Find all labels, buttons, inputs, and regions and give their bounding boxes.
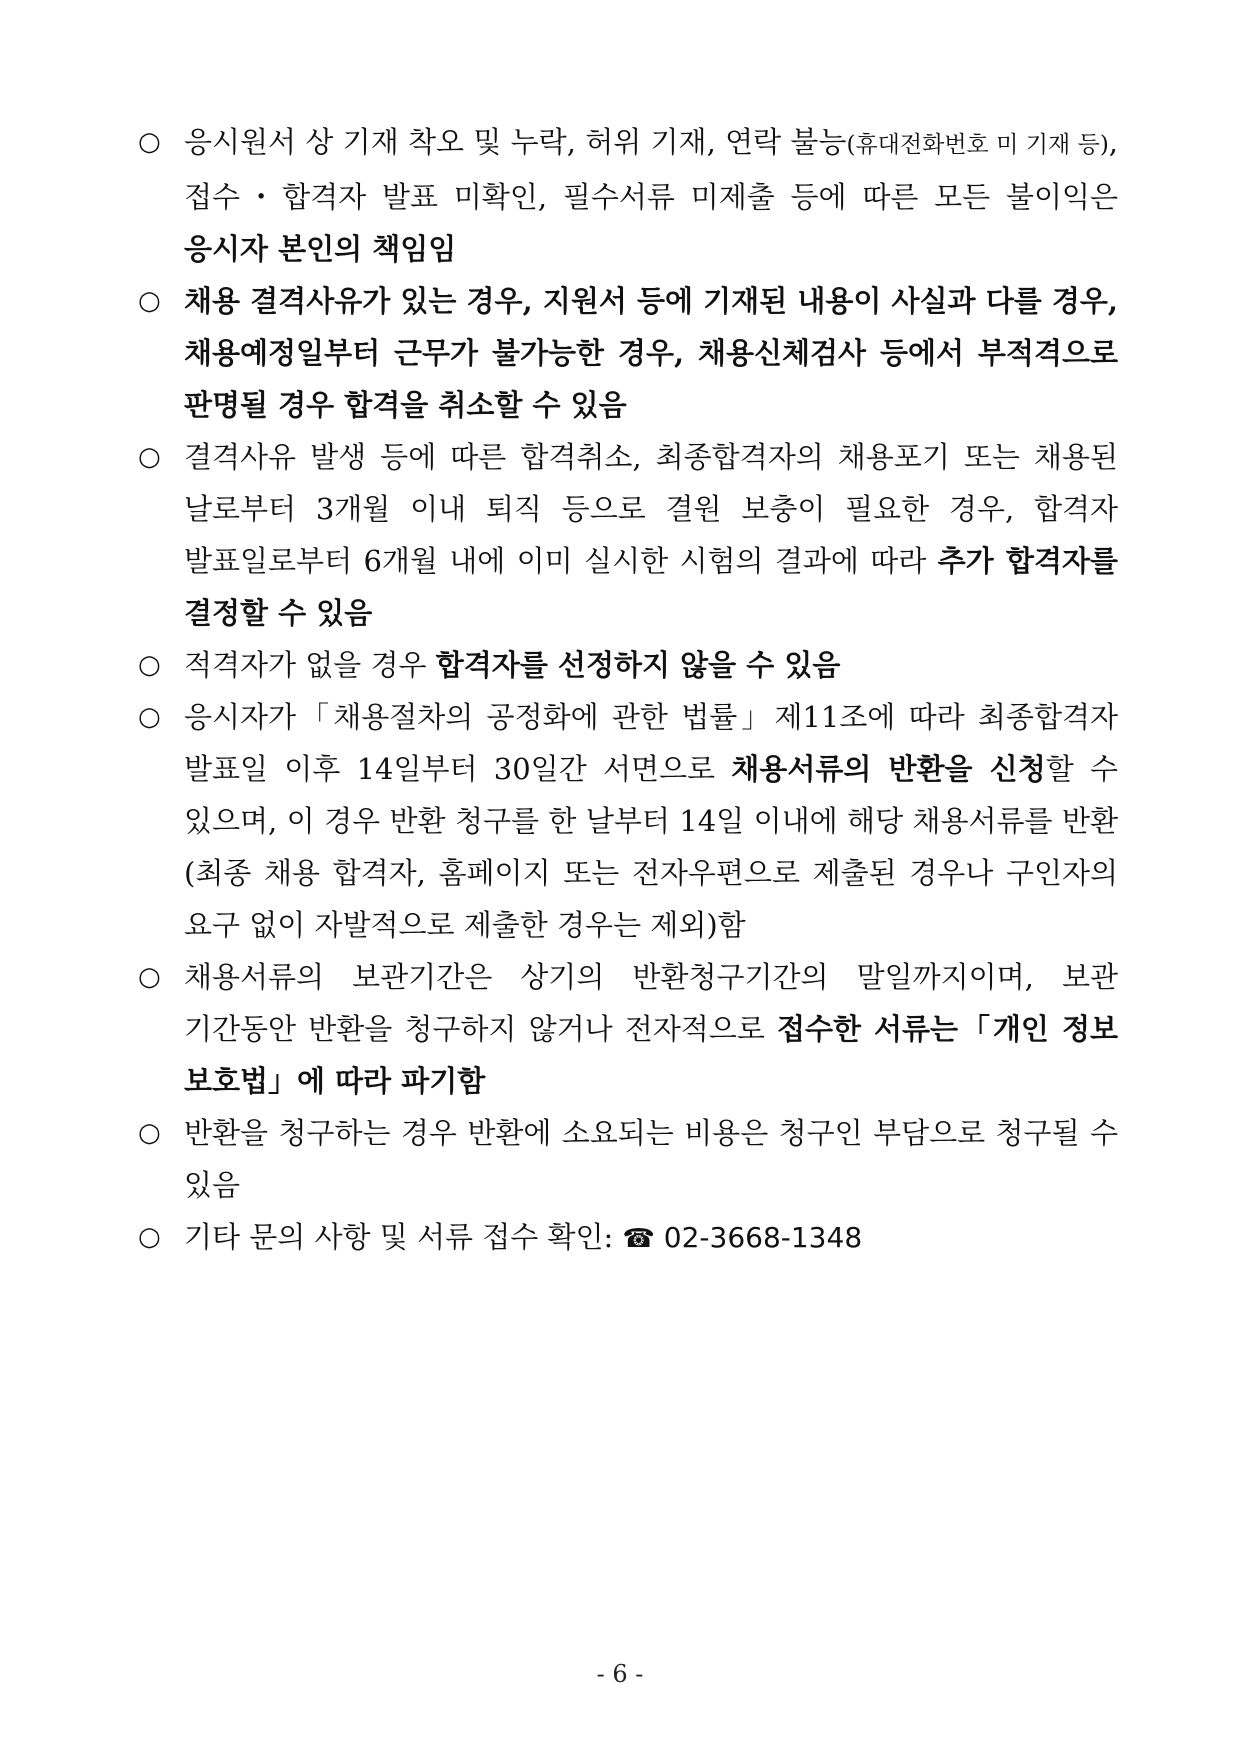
circle-bullet: ○ [138,127,161,157]
body-text: 기타 문의 사항 및 서류 접수 확인: [184,1220,623,1254]
body-text: 응시자가「채용절차의 공정화에 관한 법률」제11조에 따라 최종합격자 발표일 이후 14일부터 30일간 서면으로 [184,700,1118,786]
notice-item [138,275,1118,431]
notice-item [138,951,1118,1107]
emphasis-text: 접수한 서류는「개인 정보 보호법」에 따라 파기함 [184,1012,1118,1098]
body-text: 적격자가 없을 경우 [184,648,436,682]
emphasis-text: 추가 합격자를 결정할 수 있음 [184,544,1118,630]
circle-bullet: ○ [138,286,161,316]
notice-item [138,1211,1118,1265]
body-text: 응시원서 상 기재 착오 및 누락, 허위 기재, 연락 불능 [184,125,847,159]
circle-bullet: ○ [138,1118,161,1148]
circle-bullet: ○ [138,962,161,992]
emphasis-text: 응시자 본인의 책임임 [184,232,457,266]
note-text: (휴대전화번호 미 기재 등) [846,132,1109,158]
body-text: 할 수 있으며, 이 경우 반환 청구를 한 날부터 14일 이내에 해당 채용서류를 반환(최종 채용 합격자, 홈페이지 또는 전자우편으로 제출된 경우나 구인자의 요구 없이 자발적으로 제출한 경우는 제외)함 [184,752,1119,942]
circle-bullet: ○ [138,650,161,680]
body-text: , 접수・합격자 발표 미확인, 필수서류 미제출 등에 따른 모든 불이익은 [184,125,1119,214]
body-text: 채용서류의 보관기간은 상기의 반환청구기간의 말일까지이며, 보관 기간동안 반환을 청구하지 않거나 전자적으로 [184,960,1118,1046]
circle-bullet: ○ [138,1222,161,1252]
circle-bullet: ○ [138,702,161,732]
notice-item [138,116,1118,275]
emphasis-text: 채용 결격사유가 있는 경우, 지원서 등에 기재된 내용이 사실과 다를 경우, 채용예정일부터 근무가 불가능한 경우, 채용신체검사 등에서 부적격으로 판명될 경우 합격을 취소할 수 있음 [184,284,1118,422]
notice-list [138,116,1118,1265]
phone-number: 02-3668-1348 [654,1221,863,1254]
notice-item [138,431,1118,639]
circle-bullet: ○ [138,442,161,472]
notice-item [138,691,1118,951]
notice-item [138,639,1118,691]
body-text: 결격사유 발생 등에 따른 합격취소, 최종합격자의 채용포기 또는 채용된 날로부터 3개월 이내 퇴직 등으로 결원 보충이 필요한 경우, 합격자 발표일로부터 6개월 내에 이미 실시한 시험의 결과에 따라 [184,440,1118,578]
notice-item [138,1107,1118,1211]
page-number: - 6 - [596,1660,644,1688]
body-text: 반환을 청구하는 경우 반환에 소요되는 비용은 청구인 부담으로 청구될 수 있음 [184,1116,1118,1202]
emphasis-text: 합격자를 선정하지 않을 수 있음 [435,648,841,682]
emphasis-text: 채용서류의 반환을 신청 [731,752,1046,786]
telephone-icon: ☎ [622,1224,655,1254]
